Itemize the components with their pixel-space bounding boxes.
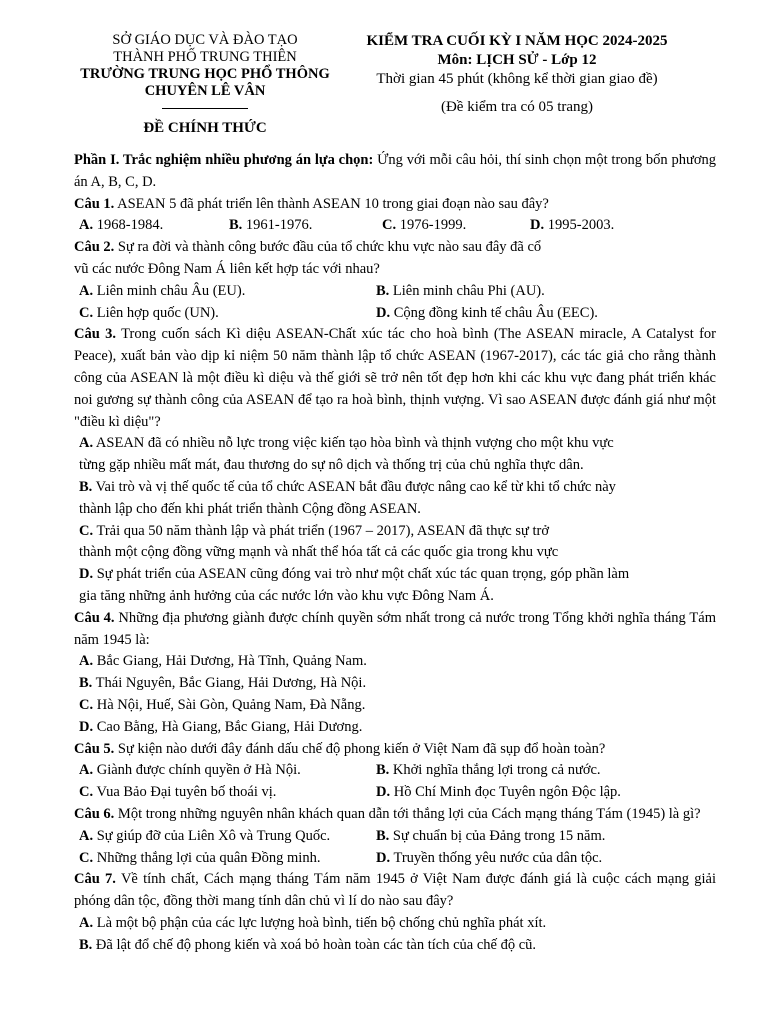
part1-text: Ứng với mỗi câu hỏi, thí sinh chọn một trong bốn phương án A, B, C, D.: [74, 152, 716, 190]
part1-label: Phần I. Trắc nghiệm nhiều phương án lựa chọn:: [74, 152, 374, 168]
exam-body: [74, 150, 716, 956]
option-d[interactable]: D. Hồ Chí Minh đọc Tuyên ngôn Độc lập.: [376, 784, 621, 801]
option-d[interactable]: D. Sự phát triển của ASEAN cũng đóng vai trò như một chất xúc tác quan trọng, góp phần làm gia tăng những ảnh hưởng của các nước lớn vào khu vực Đông Nam Á.: [79, 566, 630, 604]
option-b[interactable]: B. Khởi nghĩa thắng lợi trong cả nước.: [376, 762, 601, 779]
option-c[interactable]: C. Những thắng lợi của quân Đồng minh.: [79, 849, 321, 866]
question-1: [74, 194, 716, 216]
question-label: Câu 1.: [74, 195, 115, 212]
school-name-line2: CHUYÊN LÊ VÂN: [144, 83, 266, 99]
option-d[interactable]: D. Cộng đồng kinh tế châu Âu (EEC).: [376, 304, 598, 321]
option-a[interactable]: A. Liên minh châu Âu (EU).: [79, 282, 246, 299]
question-2-line2: vũ các nước Đông Nam Á liên kết hợp tác với nhau?: [74, 260, 380, 277]
option-a[interactable]: A. Sự giúp đỡ của Liên Xô và Trung Quốc.: [79, 827, 331, 844]
option-a[interactable]: A. 1968-1984.: [79, 217, 164, 234]
question-label: Câu 5.: [74, 740, 115, 757]
option-c[interactable]: C. 1976-1999.: [382, 217, 467, 234]
option-a[interactable]: A. Bắc Giang, Hải Dương, Hà Tĩnh, Quảng Nam.: [79, 653, 367, 670]
question-label: Câu 2.: [74, 239, 115, 256]
option-b[interactable]: B. Sự chuẩn bị của Đảng trong 15 năm.: [376, 827, 606, 844]
option-d[interactable]: D. 1995-2003.: [530, 217, 615, 234]
question-text: Một trong những nguyên nhân khách quan dẫn tới thắng lợi của Cách mạng tháng Tám (1945) là gì?: [114, 805, 701, 822]
question-6-options-row2: [74, 848, 716, 870]
option-b[interactable]: B. Liên minh châu Phi (AU).: [376, 282, 545, 299]
question-label: Câu 4.: [74, 609, 115, 626]
question-3: [74, 324, 716, 433]
question-2-options-row2: [74, 303, 716, 325]
question-5-options-row2: [74, 782, 716, 804]
option-d[interactable]: D. Truyền thống yêu nước của dân tộc.: [376, 849, 603, 866]
page-count: (Đề kiểm tra có 05 trang): [440, 99, 594, 115]
school-name-line1: TRƯỜNG TRUNG HỌC PHỔ THÔNG: [80, 66, 330, 82]
option-c[interactable]: C. Trải qua 50 năm thành lập và phát triển (1967 – 2017), ASEAN đã thực sự trở thành một cộng đồng vững mạnh và nhất thể hóa tất cả các quốc gia trong khu vực: [79, 522, 559, 561]
school-header: [60, 32, 350, 109]
question-1-options: [74, 215, 716, 237]
question-7: [74, 869, 716, 913]
option-b[interactable]: B. Vai trò và vị thế quốc tế của tổ chức ASEAN bắt đầu được nâng cao kể từ khi tổ chức này thành lập cho đến khi phát triển thành Cộng đồng ASEAN.: [79, 478, 616, 517]
option-d[interactable]: D. Cao Bằng, Hà Giang, Bắc Giang, Hải Dương.: [79, 718, 363, 735]
subject-line: Môn: LỊCH SỬ - Lớp 12: [437, 52, 597, 68]
department-name: SỞ GIÁO DỤC VÀ ĐÀO TẠO: [112, 32, 298, 48]
exam-header: [352, 32, 682, 117]
question-label: Câu 7.: [74, 871, 116, 888]
part1-instructions: [74, 150, 716, 194]
option-c[interactable]: C. Hà Nội, Huế, Sài Gòn, Quảng Nam, Đà Nẵng.: [79, 696, 366, 713]
question-text: Trong cuốn sách Kì diệu ASEAN-Chất xúc tác cho hoà bình (The ASEAN miracle, A Catalyst for Peace), xuất bản vào dịp kỉ niệm 50 năm thành lập tổ chức ASEAN (1967-2017), các tác giả cho rằng thành công của ASEAN là một điều kì diệu và thế giới sẽ trở nên tốt đẹp hơn khi các khu vực đang phát triển khác noi gương sự thành công của ASEAN để tạo ra hoà bình, thịnh vượng. Vì sao ASEAN được đánh giá như một "điều kì diệu"?: [74, 326, 716, 430]
option-a[interactable]: A. ASEAN đã có nhiều nỗ lực trong việc kiến tạo hòa bình và thịnh vượng cho một khu vực từng gặp nhiều mất mát, đau thương do sự nô dịch và thống trị của chủ nghĩa thực dân.: [79, 435, 614, 474]
question-text: Sự ra đời và thành công bước đầu của tổ chức khu vực nào sau đây đã cổ: [114, 239, 542, 256]
question-2: [74, 237, 716, 259]
official-label: ĐỀ CHÍNH THỨC: [143, 120, 267, 136]
question-4: [74, 608, 716, 652]
option-a[interactable]: A. Là một bộ phận của các lực lượng hoà bình, tiến bộ chống chủ nghĩa phát xít.: [79, 914, 547, 931]
question-label: Câu 6.: [74, 805, 115, 822]
question-5: [74, 739, 716, 761]
question-5-options-row1: [74, 760, 716, 782]
question-label: Câu 3.: [74, 326, 117, 343]
header-divider: [162, 108, 248, 109]
option-b[interactable]: B. Thái Nguyên, Bắc Giang, Hải Dương, Hà Nội.: [79, 675, 367, 692]
question-text: Về tính chất, Cách mạng tháng Tám năm 1945 ở Việt Nam được đánh giá là cuộc cách mạng giải phóng dân tộc, đồng thời mang tính dân chủ vì lí do nào sau đây?: [74, 871, 716, 910]
question-6-options-row1: [74, 826, 716, 848]
option-b[interactable]: B. 1961-1976.: [229, 217, 313, 234]
option-c[interactable]: C. Liên hợp quốc (UN).: [79, 304, 219, 321]
option-b[interactable]: B. Đã lật đổ chế độ phong kiến và xoá bỏ hoàn toàn các tàn tích của chế độ cũ.: [79, 936, 536, 953]
exam-title: KIỂM TRA CUỐI KỲ I NĂM HỌC 2024-2025: [366, 33, 668, 49]
option-c[interactable]: C. Vua Bảo Đại tuyên bố thoái vị.: [79, 784, 277, 801]
option-a[interactable]: A. Giành được chính quyền ở Hà Nội.: [79, 762, 301, 779]
question-text: Những địa phương giành được chính quyền sớm nhất trong cả nước trong Tổng khởi nghĩa tháng Tám năm 1945 là:: [74, 609, 716, 648]
question-2-options-row1: [74, 281, 716, 303]
question-text: ASEAN 5 đã phát triển lên thành ASEAN 10 trong giai đoạn nào sau đây?: [114, 195, 549, 212]
time-line: Thời gian 45 phút (không kể thời gian giao đề): [376, 71, 658, 87]
question-6: [74, 804, 716, 826]
city-name: THÀNH PHỐ TRUNG THIÊN: [113, 49, 297, 65]
question-text: Sự kiện nào dưới đây đánh dấu chế độ phong kiến ở Việt Nam đã sụp đổ hoàn toàn?: [114, 740, 606, 757]
